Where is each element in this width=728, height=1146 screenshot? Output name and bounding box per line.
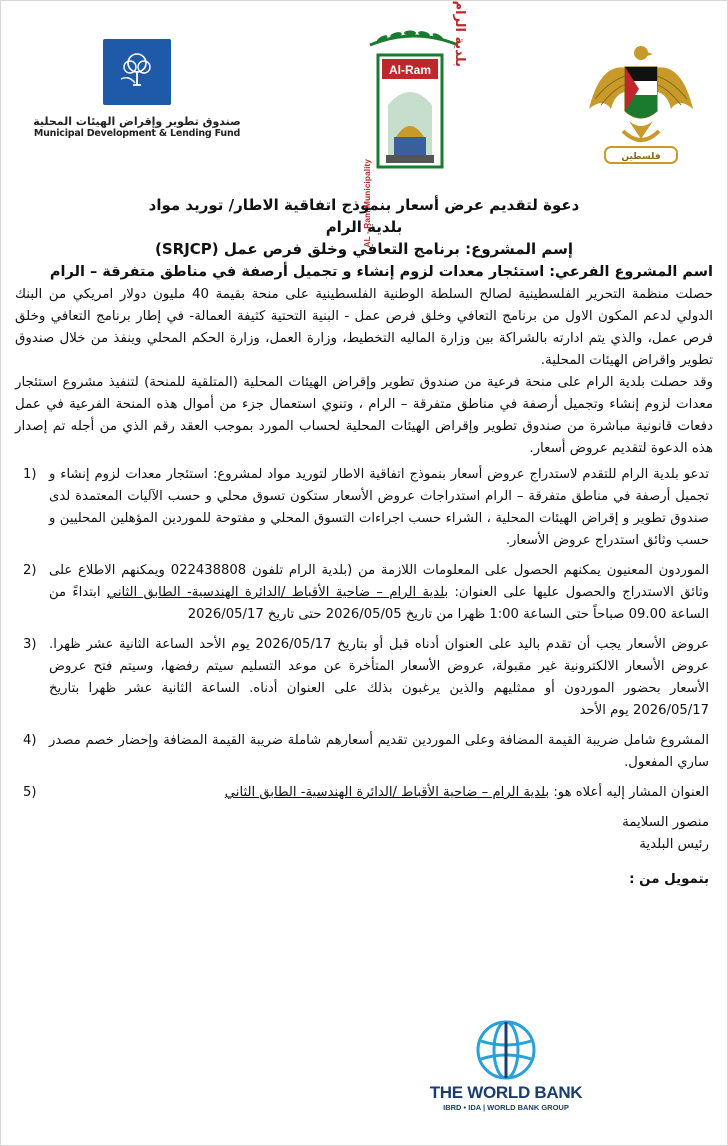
world-bank-logo: [421, 1019, 591, 1112]
item-number: 3): [23, 637, 37, 652]
list-item: [15, 782, 713, 804]
ram-side-arabic: بلدية الرام: [452, 0, 467, 67]
item-number: 5): [23, 785, 37, 800]
list-item: [15, 560, 713, 626]
world-bank-globe-icon: [475, 1019, 537, 1081]
list-item: [15, 634, 713, 722]
intro-paragraph: حصلت منظمة التحرير الفلسطينية لصالح السلطة الوطنية الفلسطينية على منحة بقيمة 40 مليون دولار امريكي من البنك الدولي لدعم المكون الاول من برنامج التعافي وخلق فرص عمل - البنية التحتية كثيفة العمالة- في إطار برنامج التعافي وخلق فرص عمل، والذي يتم ادارته بالشراكة بين وزارة الماليه التخطيط، وزارة العمل، وزارة الحكم المحلي وينفذ من خلال صندوق تطوير واقراض الهيئات المحلية.: [15, 287, 713, 368]
world-bank-name: THE WORLD BANK: [429, 1083, 583, 1102]
mdlf-tree-icon: [103, 39, 171, 105]
project-name: إسم المشروع: برنامج التعافي وخلق فرص عمل (SRJCP): [155, 240, 573, 258]
item-number: 4): [23, 733, 37, 748]
municipality-title: بلدية الرام: [325, 218, 403, 236]
palestine-emblem: [581, 39, 701, 169]
mdlf-arabic-name: صندوق تطوير وإقراض الهيئات المحلية: [33, 115, 241, 128]
address-underlined: بلدية الرام – ضاحية الأقباط /الدائرة الهندسية- الطابق الثاني: [106, 585, 449, 600]
item-text-part: العنوان المشار إليه أعلاه هو:: [549, 785, 709, 800]
world-bank-subtitle: IBRD • IDA | WORLD BANK GROUP: [443, 1103, 569, 1112]
item-text: [49, 782, 713, 804]
item-text: عروض الأسعار يجب أن تقدم باليد على العنوان أدناه قبل أو بتاريخ 2026/05/17 يوم الأحد الساعة الثانية عشر ظهرا. عروض الأسعار الالكترونية غير مقبولة، عروض الأسعار المتأخرة عن موعد التسليم سيتم رفضها، وسيتم فتح عروض الأسعار بحضور الموردون أو ممثليهم والذين يرغبون بذلك على العنوان أدناه. الساعة الثانية عشر ظهرا بتاريخ 2026/05/17 يوم الأحد: [49, 637, 710, 718]
signatory-name: منصور السلايمة: [622, 815, 709, 830]
ram-label: Al-Ram: [388, 63, 432, 77]
al-ram-municipality-logo: [360, 0, 468, 248]
mdlf-english-name: Municipal Development & Lending Fund: [33, 128, 241, 139]
address-underlined: بلدية الرام – ضاحية الأقباط /الدائرة الهندسية- الطابق الثاني: [224, 785, 550, 800]
eagle-icon: [581, 39, 701, 169]
eagle-scroll-label: فلسطين: [621, 152, 661, 162]
conditions-list: [15, 464, 713, 804]
item-text-part: الموردون المعنيون يمكنهم الحصول على المعلومات اللازمة من (بلدية الرام تلفون 022438808 ويمكنهم الاطلاع على وثائق الاستدراج والحصول عليها على العنوان:: [49, 563, 709, 600]
subproject-name: اسم المشروع الفرعي: استئجار معدات لزوم إنشاء و تجميل أرصفة في مناطق متفرقة – الرام: [49, 264, 713, 280]
funded-by-label: بتمويل من :: [629, 872, 709, 887]
item-number: 2): [23, 563, 37, 578]
ram-side-english: AL - Ram Municipality: [362, 159, 372, 248]
item-text: تدعو بلدية الرام للتقدم لاستدراج عروض أسعار بنموذج اتفاقية الاطار لتوريد مواد لمشروع: استئجار معدات لزوم إنشاء و تجميل أرصفة في مناطق متفرقة – الرام استدراجات عروض الأسعار ستكون تسوق محلي و حسب الآليات المعتمدة لدى صندوق تطوير و إقراض الهيئات المحلية ، الشراء حسب اجراءات التسوق المحلي و مفتوحة للموردين المؤهلين المحليين و حسب وثائق استدراج عروض الأسعار.: [49, 467, 709, 548]
item-number: 1): [23, 467, 37, 482]
item-text: [49, 560, 713, 626]
notice-title: دعوة لتقديم عرض أسعار بنموذج اتفاقية الاطار/ توريد مواد: [148, 196, 580, 214]
al-ram-emblem-icon: [360, 0, 468, 248]
item-text-part: ابتداءً من الساعة 09.00 صباحاً حتى الساعة 1:00 ظهرا من تاريخ 2026/05/05 حتى تاريخ 2026/05/17: [49, 585, 709, 622]
list-item: [15, 464, 713, 552]
list-item: [15, 730, 713, 774]
mdlf-logo: [27, 39, 247, 139]
signatory-role: رئيس البلدية: [639, 837, 709, 852]
item-text: المشروع شامل ضريبة القيمة المضافة وعلى الموردين تقديم أسعارهم شاملة ضريبة القيمة المضافة وإحضار خصم مصدر ساري المفعول.: [49, 733, 709, 770]
grant-paragraph: وقد حصلت بلدية الرام على منحة فرعية من صندوق تطوير وإقراض الهيئات المحلية (المتلقية للمنحة) لتنفيذ مشروع استئجار معدات لزوم إنشاء وتجميل أرصفة في مناطق متفرقة – الرام ، وتنوي استعمال جزء من أموال هذه المنحة الفرعية في عمل دفعات قانونية مباشرة من صندوق تطوير وإقراض الهيئات المحلية لحساب المورد بموجب العقد رقم الذي من أجله تم إصدار هذه الدعوة لتقديم عروض أسعار.: [15, 375, 713, 456]
